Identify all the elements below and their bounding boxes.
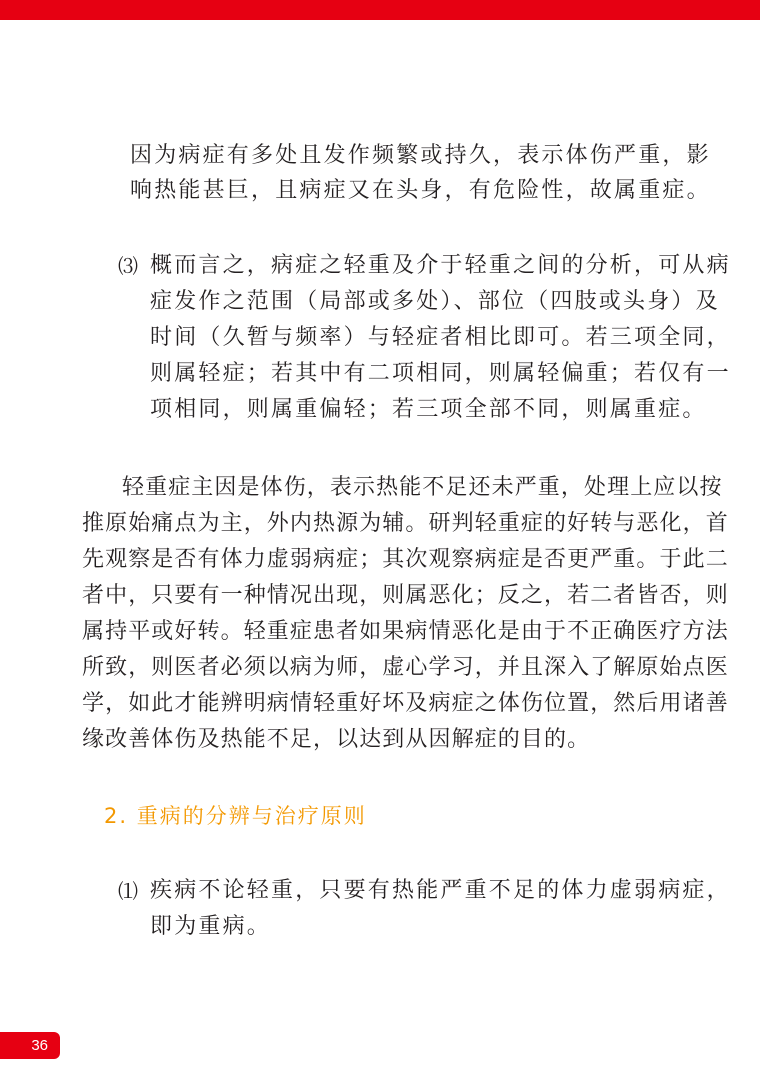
text-line: 疾病不论轻重，只要有热能严重不足的体力虚弱病症， bbox=[150, 878, 731, 903]
text-line: 响热能甚巨，且病症又在头身，有危险性，故属重症。 bbox=[130, 178, 711, 203]
text-line: 缘改善体伤及热能不足，以达到从因解症的目的。 bbox=[82, 727, 591, 752]
text-line: 因为病症有多处且发作频繁或持久，表示体伤严重，影 bbox=[130, 143, 711, 168]
text-line: 则属轻症；若其中有二项相同，则属轻偏重；若仅有一 bbox=[150, 361, 731, 386]
list-marker: ⑴ bbox=[118, 879, 138, 903]
text-line: 时间（久暂与频率）与轻症者相比即可。若三项全同， bbox=[150, 325, 731, 350]
text-line: 推原始痛点为主，外内热源为辅。研判轻重症的好转与恶化，首 bbox=[82, 511, 729, 536]
text-line: 属持平或好转。轻重症患者如果病情恶化是由于不正确医疗方法 bbox=[82, 619, 729, 644]
text-line: 者中，只要有一种情况出现，则属恶化；反之，若二者皆否，则 bbox=[82, 583, 729, 608]
text-line: 即为重病。 bbox=[150, 914, 272, 939]
text-line: 学，如此才能辨明病情轻重好坏及病症之体伤位置，然后用诸善 bbox=[82, 691, 729, 716]
top-red-bar bbox=[0, 0, 760, 20]
text-line: 轻重症主因是体伤，表示热能不足还未严重，处理上应以按 bbox=[122, 475, 723, 500]
text-line: 概而言之，病症之轻重及介于轻重之间的分析，可从病 bbox=[150, 253, 731, 278]
text-line: 症发作之范围（局部或多处）、部位（四肢或头身）及 bbox=[150, 289, 720, 314]
list-marker: ⑶ bbox=[118, 254, 138, 278]
text-line: 项相同，则属重偏轻；若三项全部不同，则属重症。 bbox=[150, 397, 707, 422]
text-line: 所致，则医者必须以病为师，虚心学习，并且深入了解原始点医 bbox=[82, 655, 729, 680]
page-number: 36 bbox=[0, 1032, 60, 1059]
text-line: 先观察是否有体力虚弱病症；其次观察病症是否更严重。于此二 bbox=[82, 547, 729, 572]
section-heading: 2. 重病的分辨与治疗原则 bbox=[104, 804, 367, 828]
